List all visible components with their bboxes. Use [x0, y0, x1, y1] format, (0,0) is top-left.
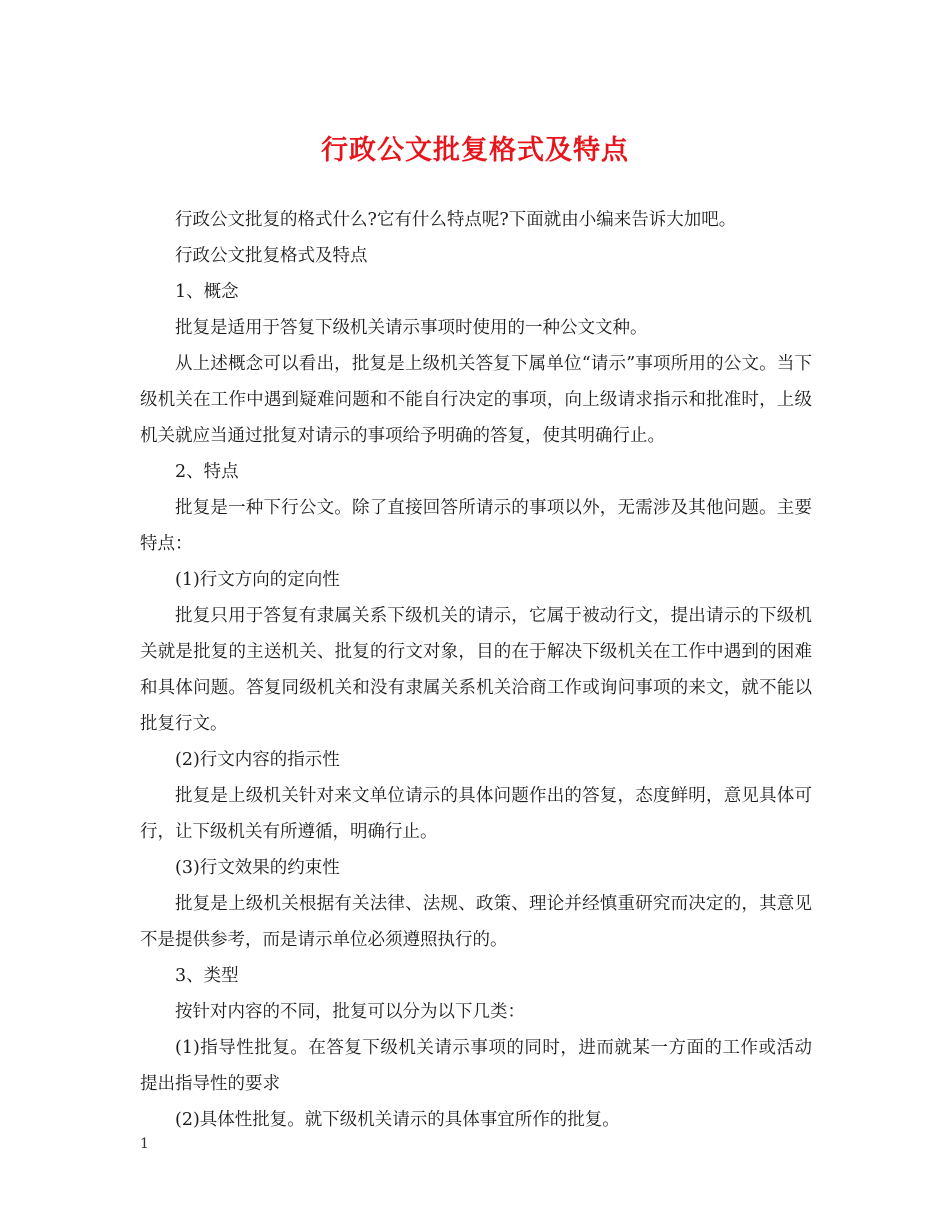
page-number: 1	[140, 1136, 149, 1152]
paragraph-concept-definition: 批复是适用于答复下级机关请示事项时使用的一种公文文种。	[175, 318, 648, 338]
feature-heading-direction: (1)行文方向的定向性	[175, 570, 340, 590]
section-heading-concept: 1、概念	[175, 282, 239, 302]
section-heading-features: 2、特点	[175, 462, 239, 482]
paragraph-subtitle: 行政公文批复格式及特点	[175, 246, 368, 266]
paragraph-concept-explanation: 从上述概念可以看出，批复是上级机关答复下属单位“请示”事项所用的公文。当下级机关在工作中遇到疑难问题和不能自行决定的事项，向上级请求指示和批准时，上级机关就应当通过批复对请示的事项给予明确的答复，使其明确行止。	[140, 354, 812, 446]
paragraph-type-specific: (2)具体性批复。就下级机关请示的具体事宜所作的批复。	[175, 1110, 620, 1130]
paragraph-intro: 行政公文批复的格式什么?它有什么特点呢?下面就由小编来告诉大加吧。	[175, 210, 737, 230]
feature-heading-effect: (3)行文效果的约束性	[175, 858, 340, 878]
document-body	[140, 202, 812, 1138]
paragraph-feature-content: 批复是上级机关针对来文单位请示的具体问题作出的答复，态度鲜明，意见具体可行，让下级机关有所遵循，明确行止。	[140, 786, 812, 842]
feature-heading-content: (2)行文内容的指示性	[175, 750, 340, 770]
paragraph-types-intro: 按针对内容的不同，批复可以分为以下几类：	[175, 1002, 525, 1022]
paragraph-features-intro: 批复是一种下行公文。除了直接回答所请示的事项以外，无需涉及其他问题。主要特点：	[140, 498, 812, 554]
section-heading-types: 3、类型	[175, 966, 239, 986]
paragraph-feature-effect: 批复是上级机关根据有关法律、法规、政策、理论并经慎重研究而决定的，其意见不是提供参考，而是请示单位必须遵照执行的。	[140, 894, 812, 950]
paragraph-type-guiding: (1)指导性批复。在答复下级机关请示事项的同时，进而就某一方面的工作或活动提出指导性的要求	[140, 1038, 812, 1094]
paragraph-feature-direction: 批复只用于答复有隶属关系下级机关的请示，它属于被动行文，提出请示的下级机关就是批复的主送机关、批复的行文对象，目的在于解决下级机关在工作中遇到的困难和具体问题。答复同级机关和没有隶属关系机关洽商工作或询问事项的来文，就不能以批复行文。	[140, 606, 812, 734]
document-title: 行政公文批复格式及特点	[321, 135, 629, 166]
